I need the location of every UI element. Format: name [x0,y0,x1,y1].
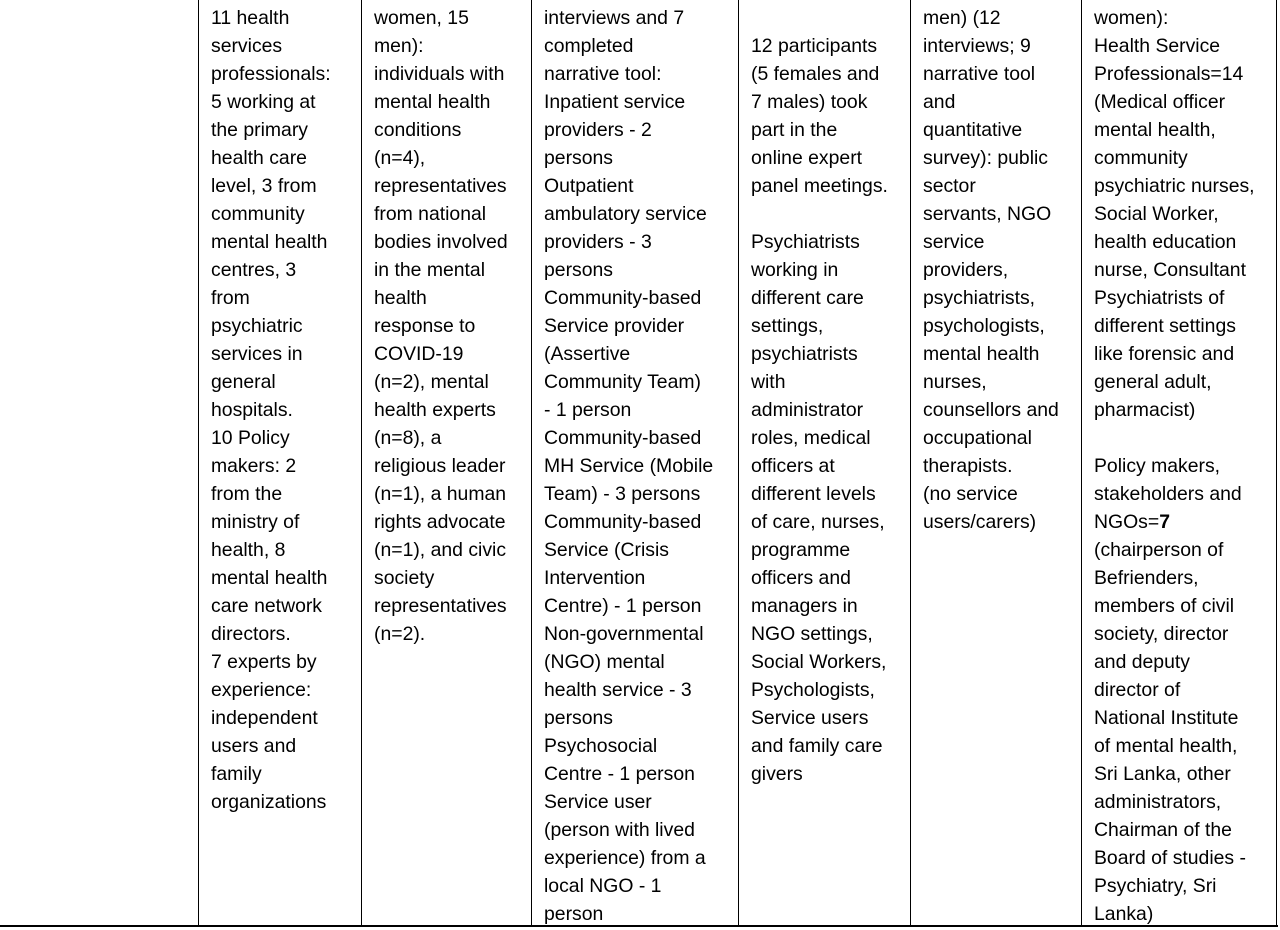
cell-text-line: Social Worker, [1094,203,1219,225]
cell-text-line: representatives [374,175,507,197]
cell-text-line [751,4,910,32]
cell-text-line: care network [211,595,323,617]
cell-text-line: Chairman of the [1094,819,1232,841]
cell-text-line: Social Workers, [751,651,887,673]
cell-text-line: individuals with [374,63,505,85]
cell-text-line: (Medical officer [1094,91,1226,113]
cell-text-line: Intervention [544,567,646,589]
cell-text-line [751,200,910,228]
cell-text-line: health experts [374,399,496,421]
cell-text-line: Non-governmental [544,623,704,645]
cell-text-line: occupational [923,427,1032,449]
cell-text-line: community [1094,147,1188,169]
cell-text-line: religious leader [374,455,506,477]
cell-text-line: Board of studies - [1094,847,1246,869]
cell-text-line: mental health [374,91,491,113]
cell-text-line: managers in [751,595,858,617]
cell-text-line: (n=1), and civic [374,539,507,561]
cell-text-line: COVID-19 [374,343,464,365]
table-cell-col-2 [361,0,531,925]
cell-text-line: from [211,287,250,309]
cell-text-line: 10 Policy [211,427,290,449]
cell-text-line: (n=4), [374,147,426,169]
cell-text-line: men): [374,35,424,57]
cell-text-line: 7 experts by [211,651,317,673]
cell-text-line: response to [374,315,476,337]
cell-text-line: psychiatric nurses, [1094,175,1255,197]
cell-text-line: (n=1), a human [374,483,507,505]
cell-text-line: Psychiatry, Sri [1094,875,1217,897]
cell-text-line: ministry of [211,511,300,533]
cell-text-line: Psychiatrists [751,231,860,253]
cell-text-line: psychiatric [211,315,303,337]
table-cell-col-0 [0,0,198,925]
cell-text-line: Befrienders, [1094,567,1199,589]
cell-text-line: Service users [751,707,869,729]
cell-text-line: interviews; 9 [923,35,1031,57]
cell-text-line: psychologists, [923,315,1045,337]
cell-text-line: Community-based [544,427,702,449]
cell-text-line: bodies involved [374,231,508,253]
cell-text-line: part in the [751,119,838,141]
cell-text-line: providers - 2 [544,119,652,141]
cell-text-line: nurses, [923,371,987,393]
cell-text-line: organizations [211,791,327,813]
cell-text-line: men) (12 [923,7,1001,29]
cell-text-line: level, 3 from [211,175,317,197]
cell-text-line: (Assertive [544,343,631,365]
cell-text-line: settings, [751,315,824,337]
cell-text-line: health [374,287,427,309]
cell-text-line: NGO settings, [751,623,873,645]
cell-text-line: Community-based [544,511,702,533]
cell-text-line: and [923,91,956,113]
cell-text-line: director of [1094,679,1181,701]
cell-text-line: independent [211,707,318,729]
cell-text-line: Inpatient service [544,91,686,113]
cell-text-line: Psychologists, [751,679,875,701]
cell-text-line: narrative tool: [544,63,662,85]
cell-text-line: nurse, Consultant [1094,259,1246,281]
cell-text-line: and deputy [1094,651,1190,673]
cell-text-line: Centre) - 1 person [544,595,702,617]
cell-text-line: persons [544,707,613,729]
cell-text-line: (5 females and [751,63,880,85]
cell-text-line: 12 participants [751,35,878,57]
cell-text-line: different care [751,287,864,309]
cell-text-line: of mental health, [1094,735,1238,757]
cell-text-line: administrators, [1094,791,1222,813]
table-cell-col-4 [738,0,910,925]
cell-text-line: services in [211,343,303,365]
cell-text-line: health service - 3 [544,679,692,701]
cell-text-line: psychiatrists, [923,287,1036,309]
cell-text-line: local NGO - 1 [544,875,662,897]
cell-text-line: Service provider [544,315,685,337]
cell-text-line: psychiatrists [751,343,858,365]
cell-text-line: online expert [751,147,863,169]
cell-text-line: 11 health [211,7,290,29]
cell-text-line: family [211,763,262,785]
cell-text-line: of care, nurses, [751,511,885,533]
cell-text-line: the primary [211,119,308,141]
cell-text-line: different settings [1094,315,1236,337]
cell-text-line: like forensic and [1094,343,1235,365]
cell-text-line: health care [211,147,307,169]
cell-text-line: from national [374,203,487,225]
cell-text-line: National Institute [1094,707,1239,729]
cell-text-line: panel meetings. [751,175,888,197]
cell-text-line: community [211,203,305,225]
cell-text-line: servants, NGO [923,203,1052,225]
cell-text-line: NGOs=7 [1094,511,1170,533]
cell-text-line: Psychosocial [544,735,658,757]
cell-text-line: administrator [751,399,864,421]
cell-text-line: Sri Lanka, other [1094,763,1231,785]
cell-text-line: representatives [374,595,507,617]
cell-text-line: officers at [751,455,835,477]
cell-text-line: mental health [211,567,328,589]
cell-text-line: rights advocate [374,511,506,533]
cell-text-line: users and [211,735,297,757]
cell-text-line: general [211,371,276,393]
cell-text-line: women, 15 [374,7,469,29]
table-cell-col-5 [910,0,1081,925]
cell-text-line: services [211,35,283,57]
cell-text-line: MH Service (Mobile [544,455,714,477]
cell-text-line: Community-based [544,287,702,309]
cell-text-line: (person with lived [544,819,695,841]
cell-text-line [1094,424,1276,452]
cell-text-line: directors. [211,623,291,645]
cell-text-line: mental health [923,343,1040,365]
cell-text-line: therapists. [923,455,1013,477]
cell-text-line: makers: 2 [211,455,297,477]
cell-text-line: hospitals. [211,399,293,421]
ngo-count-bold: 7 [1159,511,1170,533]
cell-text-line: pharmacist) [1094,399,1196,421]
cell-text-line: persons [544,259,613,281]
cell-text-line: general adult, [1094,371,1212,393]
cell-text-line: service [923,231,985,253]
cell-text-line: completed [544,35,634,57]
cell-text-line: sector [923,175,976,197]
cell-text-line: 7 males) took [751,91,868,113]
cell-text-line: from the [211,483,283,505]
cell-text-line: - 1 person [544,399,632,421]
cell-text-line: centres, 3 [211,259,297,281]
cell-text-line: Health Service [1094,35,1221,57]
cell-text-line: (no service [923,483,1018,505]
cell-text-line: programme [751,539,851,561]
cell-text-line: and family care [751,735,883,757]
cell-text-line: (NGO) mental [544,651,665,673]
cell-text-line: conditions [374,119,462,141]
cell-text-line: (n=2). [374,623,426,645]
cell-text-line: providers, [923,259,1009,281]
cell-text-line: society [374,567,435,589]
cell-text-line: different levels [751,483,876,505]
cell-text-line: in the mental [374,259,486,281]
cell-text-line: members of civil [1094,595,1235,617]
cell-text-line: persons [544,147,613,169]
table-cell-col-1 [198,0,361,925]
cell-text-line: Policy makers, [1094,455,1221,477]
cell-text-line: interviews and 7 [544,7,685,29]
table-cell-col-3 [531,0,738,925]
cell-text-line: health, 8 [211,539,286,561]
cell-text-line: women): [1094,7,1169,29]
cell-text-line: Team) - 3 persons [544,483,701,505]
cell-text-line: professionals: [211,63,331,85]
table-cell-col-6 [1081,0,1277,925]
cell-text-line: (n=8), a [374,427,442,449]
cell-text-line: mental health, [1094,119,1216,141]
cell-text-line: Psychiatrists of [1094,287,1225,309]
cell-text-line: Service (Crisis [544,539,669,561]
cell-text-line: users/carers) [923,511,1037,533]
cell-text-line: roles, medical [751,427,871,449]
cell-text-line: Lanka) [1094,903,1154,925]
cell-text-line: Community Team) [544,371,701,393]
cell-text-line: health education [1094,231,1237,253]
cell-text-line: experience) from a [544,847,706,869]
cell-text-line: survey): public [923,147,1049,169]
cell-text-line: person [544,903,604,925]
cell-text-line: ambulatory service [544,203,707,225]
cell-text-line: providers - 3 [544,231,652,253]
cell-text-line: experience: [211,679,312,701]
cell-text-line: 5 working at [211,91,316,113]
cell-text-line: (n=2), mental [374,371,489,393]
cell-text-line: with [751,371,786,393]
cell-text-line: Centre - 1 person [544,763,695,785]
cell-text-line: (chairperson of [1094,539,1224,561]
cell-text-line: society, director [1094,623,1229,645]
cell-text-line: counsellors and [923,399,1059,421]
cell-text-line: stakeholders and [1094,483,1242,505]
cell-text-line: Outpatient [544,175,634,197]
cell-text-line: Professionals=14 [1094,63,1244,85]
cell-text-line: givers [751,763,803,785]
cell-text-line: Service user [544,791,652,813]
cell-text-line: working in [751,259,839,281]
cell-text-line: officers and [751,567,851,589]
cell-text-line: narrative tool [923,63,1036,85]
cell-text-line: mental health [211,231,328,253]
cell-text-line: quantitative [923,119,1023,141]
